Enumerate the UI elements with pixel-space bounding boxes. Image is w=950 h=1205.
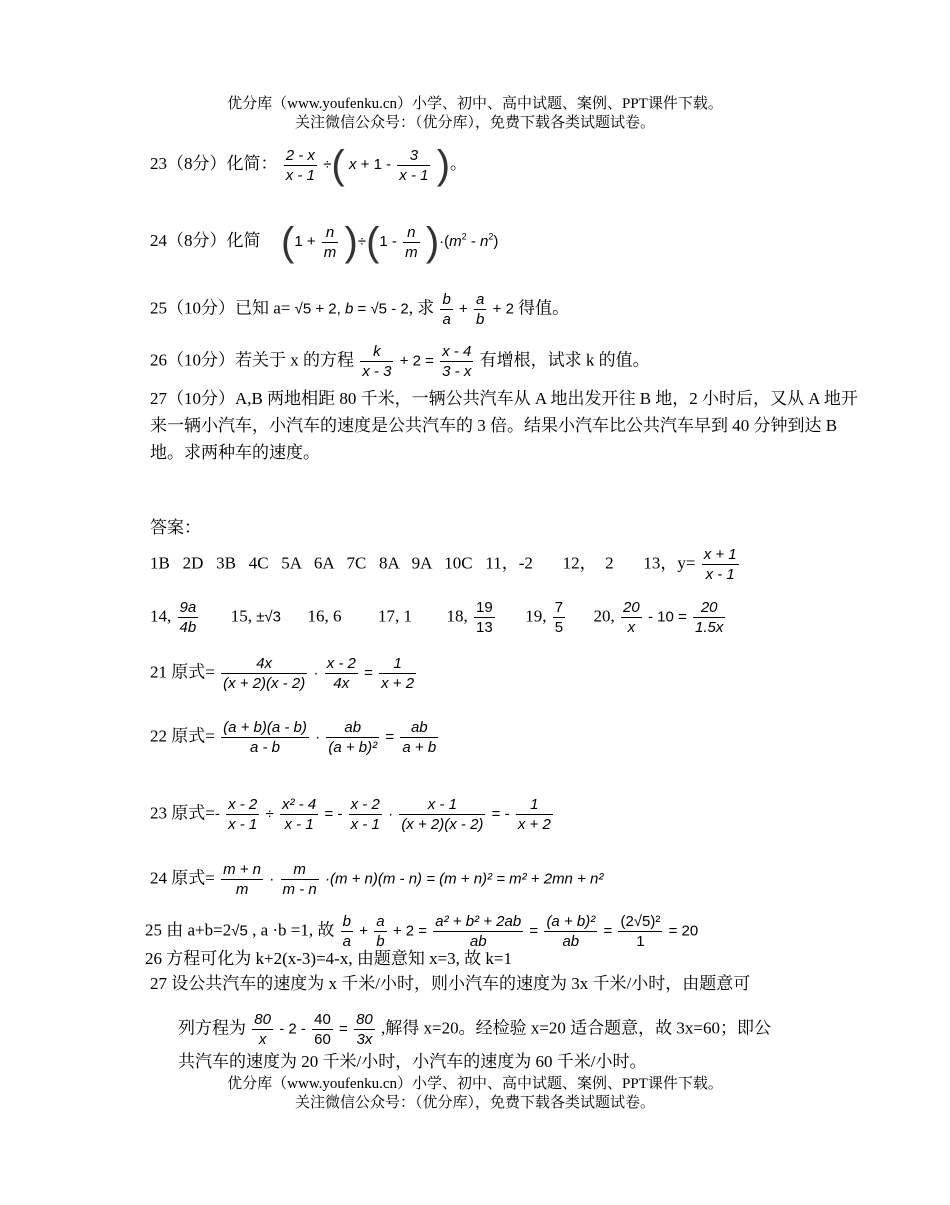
question-23: 23（8分）化简： $\frac{2 - x}{x - 1}$ ÷( x + 1 - $\frac{3}{x - 1}$ )。 <box>150 143 468 187</box>
question-25: 25（10分）已知 a= √5 + 2, b = √5 - 2, 求 $\frac{b}{a}$ + $\frac{a}{b}$ + 2 得值。 <box>150 291 570 328</box>
question-27: 27（10分）A,B 两地相距 80 千米，一辆公共汽车从 A 地出发开往 B 地，2 小时后，又从 A 地开来一辆小汽车，小汽车的速度是公共汽车的 3 倍。结果小汽车比公共汽车早到 40 分钟到达 B 地。求两种车的速度。 <box>150 389 858 462</box>
answer-25: 25 由 a+b=2√5 , a ·b =1, 故 $\frac{b}{a}$ + $\frac{a}{b}$ + 2 = $\frac{\text{a² + b² + 2ab}}{ab}$ = $\frac{\text{(a + b)²}}{ab}$ = $\frac{\text{(2√5)²}}{1}$ = 20 <box>145 913 699 950</box>
answer-27-line-3: 共汽车的速度为 20 千米/小时，小汽车的速度为 60 千米/小时。 <box>178 1052 647 1071</box>
answer-27-line-2-start: 列方程为 <box>178 1018 246 1038</box>
fraction: $\frac{n}{m}$ <box>405 223 418 261</box>
footer-line-2: 关注微信公众号：（优分库），免费下载各类试题试卷。 <box>294 1095 655 1111</box>
fraction: $\frac{\text{(2√5)²}}{1}$ <box>620 913 661 950</box>
answer-15-value: ±√3 <box>256 608 281 626</box>
answer-17: 17, 1 <box>378 606 412 626</box>
answer-14-label: 14, <box>150 606 172 626</box>
fraction: $\frac{a}{b}$ <box>476 291 485 328</box>
answer-22: 22 原式= $\frac{(a + b)(a - b)}{a - b}$ · $\frac{ab}{\text{(a + b)²}}$ = $\frac{ab}{a + b}$ <box>150 719 437 756</box>
fraction: $\frac{x - 1}{(x + 2)(x - 2)}$ <box>401 796 484 833</box>
answer-18-label: 18, <box>446 606 468 626</box>
fraction: $\frac{20}{x}$ <box>623 599 640 636</box>
answer-25-label: 25 由 a+b=2 <box>145 920 232 940</box>
footer-line-1: 优分库（www.youfenku.cn）小学、初中、高中试题、案例、PPT课件下载。 <box>227 1076 723 1092</box>
fraction: $\frac{(a + b)(a - b)}{a - b}$ <box>223 719 307 756</box>
answer-22-number: 22 <box>150 726 167 746</box>
fraction: $\frac{1}{x + 2}$ <box>517 796 551 833</box>
question-25-label: 25（10分）已知 a= <box>150 298 291 318</box>
header-line-2: 关注微信公众号：（优分库），免费下载各类试题试卷。 <box>294 115 655 131</box>
answer-23: 23 原式=- $\frac{x - 2}{x - 1}$ ÷ $\frac{\text{x² - 4}}{x - 1}$ = - $\frac{x - 2}{x - 1}$ · $\frac{x - 1}{(x + 2)(x - 2)}$ = - $\frac{1}{x + 2}$ <box>150 796 551 833</box>
fraction: $\frac{1}{x + 2}$ <box>381 655 415 692</box>
fraction: $\frac{x - 2}{x - 1}$ <box>350 796 380 833</box>
question-24-label: 24（8分）化简 <box>150 230 261 250</box>
fraction: $\frac{\text{a² + b² + 2ab}}{ab}$ <box>435 913 522 950</box>
answer-16: 16, 6 <box>307 606 342 626</box>
answer-27-line-2-end: ,解得 x=20。经检验 x=20 适合题意，故 3x=60；即公 <box>381 1018 772 1038</box>
fraction: $\frac{b}{a}$ <box>442 291 451 328</box>
fraction: $\frac{ab}{\text{(a + b)²}}$ <box>328 719 378 756</box>
answer-25-mid: , a ·b =1, 故 <box>252 920 335 940</box>
answer-15-label: 15, <box>230 606 252 626</box>
question-25-mid: 求 <box>417 298 435 318</box>
answer-23-label: 原式= <box>171 803 215 823</box>
fraction: $\frac{ab}{a + b}$ <box>402 719 437 756</box>
fraction: $\frac{m + n}{m}$ <box>223 861 262 898</box>
answers-row-2: 14, $\frac{9a}{4b}$ 15, ±√3 16, 6 17, 1 18, $\frac{19}{13}$ 19, $\frac{7}{5}$ 20, $\frac{20}{x}$ - 10 = $\frac{20}{1.5x}$ <box>150 599 724 636</box>
answer-21: 21 原式= $\frac{4x}{(x + 2)(x - 2)}$ · $\frac{x - 2}{4x}$ = $\frac{1}{x + 2}$ <box>150 655 415 692</box>
fraction: $\frac{3}{x - 1}$ <box>399 146 429 184</box>
question-23-label: 23（8分）化简： <box>150 153 278 173</box>
fraction: $\frac{k}{x - 3}$ <box>362 343 392 380</box>
answer-24-label: 原式= <box>171 868 215 888</box>
fraction: $\frac{\text{(a + b)²}}{ab}$ <box>546 913 596 950</box>
answer-19-label: 19, <box>525 606 547 626</box>
fraction: $\frac{40}{60}$ <box>314 1011 331 1048</box>
fraction: $\frac{\text{x² - 4}}{x - 1}$ <box>282 796 317 833</box>
answer-26: 26 方程可化为 k+2(x-3)=4-x, 由题意知 x=3, 故 k=1 <box>145 949 512 968</box>
answer-27-line-2: 列方程为 $\frac{80}{x}$ - 2 - $\frac{40}{60}$ = $\frac{80}{3x}$ ,解得 x=20。经检验 x=20 适合题意，故 3x=60；即公 <box>178 1011 772 1048</box>
fraction: $\frac{x - 2}{4x}$ <box>326 655 356 692</box>
answer-24-number: 24 <box>150 868 167 888</box>
answer-21-number: 21 <box>150 662 167 682</box>
fraction: $\frac{20}{1.5x}$ <box>695 599 724 636</box>
header-line-1: 优分库（www.youfenku.cn）小学、初中、高中试题、案例、PPT课件下载。 <box>227 96 723 112</box>
answer-21-label: 原式= <box>171 662 215 682</box>
fraction: $\frac{x - 2}{x - 1}$ <box>228 796 258 833</box>
answer-22-label: 原式= <box>171 726 215 746</box>
answers-row-1-text: 1B 2D 3B 4C 5A 6A 7C 8A 9A 10C 11，-2 12， 2 13，y= <box>150 553 696 573</box>
fraction: $\frac{80}{x}$ <box>254 1011 271 1048</box>
fraction: $\frac{80}{3x}$ <box>356 1011 373 1048</box>
question-26-label: 26（10分）若关于 x 的方程 <box>150 350 354 370</box>
question-24: 24（8分）化简 (1 + $\frac{n}{m}$ )÷(1 - $\frac{n}{m}$ )$\cdot(m^2 - n^2)$ <box>150 220 499 264</box>
answer-23-number: 23 <box>150 803 167 823</box>
fraction: $\frac{m}{m - n}$ <box>282 861 317 898</box>
fraction: $\frac{n}{m}$ <box>323 223 337 261</box>
fraction: $\frac{a}{b}$ <box>376 913 385 950</box>
question-25-tail: 得值。 <box>518 298 570 318</box>
answers-title: 答案： <box>150 518 201 537</box>
fraction: $\frac{19}{13}$ <box>476 599 493 636</box>
fraction: $\frac{b}{a}$ <box>342 913 351 950</box>
fraction: $\frac{7}{5}$ <box>554 599 564 636</box>
question-26: 26（10分）若关于 x 的方程 $\frac{k}{x - 3}$ + 2 = $\frac{x - 4}{3 - x}$ 有增根，试求 k 的值。 <box>150 343 650 380</box>
answer-24: 24 原式= $\frac{m + n}{m}$ · $\frac{m}{m - n}$ ·(m + n)(m - n) = (m + n)² = m² + 2mn + n² <box>150 861 604 898</box>
fraction: $\frac{9a}{4b}$ <box>179 599 197 636</box>
fraction: $\frac{4x}{(x + 2)(x - 2)}$ <box>223 655 306 692</box>
fraction: $\frac{x + 1}{x - 1}$ <box>703 546 737 583</box>
answer-20-label: 20, <box>593 606 615 626</box>
fraction: $\frac{2 - x}{x - 1}$ <box>285 146 315 184</box>
answer-27-line-1: 27 设公共汽车的速度为 x 千米/小时，则小汽车的速度为 3x 千米/小时，由题意可 <box>150 974 751 993</box>
answers-row-1 <box>150 545 741 584</box>
question-26-tail: 有增根，试求 k 的值。 <box>479 350 650 370</box>
fraction: $\frac{x - 4}{3 - x}$ <box>442 343 472 380</box>
